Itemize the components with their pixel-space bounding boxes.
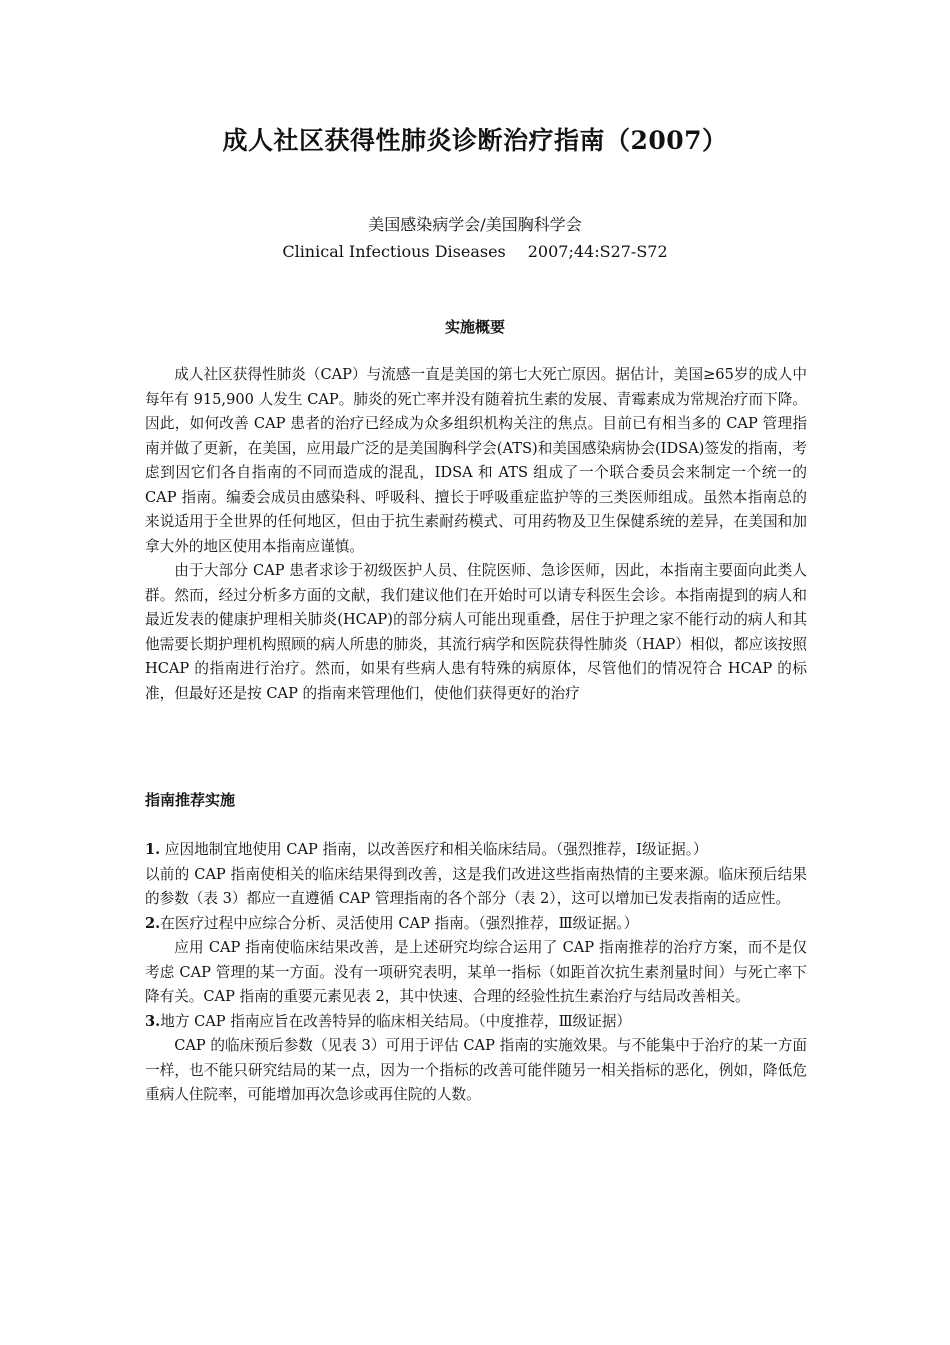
recommendation-number: 1.	[145, 841, 161, 858]
overview-paragraph: 成人社区获得性肺炎（CAP）与流感一直是美国的第七大死亡原因。据估计，美国≥65岁的成人中每年有 915,900 人发生 CAP。肺炎的死亡率并没有随着抗生素的发展、青霉素成为常规治疗而下降。因此，如何改善 CAP 患者的治疗已经成为众多组织机构关注的焦点。目前已有相当多的 CAP 管理指南并做了更新，在美国，应用最广泛的是美国胸科学会(ATS)和美国感染病协会(IDSA)签发的指南，考虑到因它们各自指南的不同而造成的混乱，IDSA 和 ATS 组成了一个联合委员会来制定一个统一的 CAP 指南。编委会成员由感染科、呼吸科、擅长于呼吸重症监护等的三类医师组成。虽然本指南总的来说适用于全世界的任何地区，但由于抗生素耐药模式、可用药物及卫生保健系统的差异，在美国和加拿大外的地区使用本指南应谨慎。	[145, 366, 807, 555]
recommendation-heading	[145, 838, 807, 863]
recommendation-heading-text: 地方 CAP 指南应旨在改善特异的临床相关结局。（中度推荐，Ⅲ级证据）	[160, 1012, 632, 1030]
recommendation-heading	[145, 1010, 807, 1035]
citation-line	[0, 240, 950, 264]
recommendation-body: 以前的 CAP 指南使相关的临床结果得到改善，这是我们改进这些指南热情的主要来源。临床预后结果的参数（表 3）都应一直遵循 CAP 管理指南的各个部分（表 2），这可以增加已发表指南的适应性。	[145, 865, 807, 907]
overview-section-body	[145, 363, 807, 706]
recommendation-number: 3.	[145, 1012, 161, 1030]
recommendation-heading-text: 在医疗过程中应综合分析、灵活使用 CAP 指南。（强烈推荐，Ⅲ级证据。）	[160, 914, 639, 932]
recommendations-section-title: 指南推荐实施	[145, 791, 236, 809]
document-title: 成人社区获得性肺炎诊断治疗指南（2007）	[222, 126, 728, 155]
citation-journal: Clinical Infectious Diseases	[282, 242, 506, 261]
recommendation-body: 应用 CAP 指南使临床结果改善，是上述研究均综合运用了 CAP 指南推荐的治疗方案，而不是仅考虑 CAP 管理的某一方面。没有一项研究表明，某单一指标（如距首次抗生素剂量时间）与死亡率下降有关。CAP 指南的重要元素见表 2，其中快速、合理的经验性抗生素治疗与结局改善相关。	[145, 939, 807, 1005]
citation-reference: 2007;44:S27-S72	[527, 242, 668, 261]
overview-section-title: 实施概要	[444, 318, 505, 336]
recommendations-list	[145, 838, 807, 1108]
recommendation-heading-text: 应因地制宜地使用 CAP 指南，以改善医疗和相关临床结局。（强烈推荐，Ⅰ级证据。）	[160, 841, 708, 858]
recommendation-heading	[145, 912, 807, 937]
authoring-organizations: 美国感染病学会/美国胸科学会	[368, 215, 582, 234]
recommendation-body: CAP 的临床预后参数（见表 3）可用于评估 CAP 指南的实施效果。与不能集中于治疗的某一方面一样，也不能只研究结局的某一点，因为一个指标的改善可能伴随另一相关指标的恶化，例如，降低危重病人住院率，可能增加再次急诊或再住院的人数。	[145, 1037, 807, 1103]
recommendation-number: 2.	[145, 914, 161, 932]
overview-paragraph: 由于大部分 CAP 患者求诊于初级医护人员、住院医师、急诊医师，因此，本指南主要面向此类人群。然而，经过分析多方面的文献，我们建议他们在开始时可以请专科医生会诊。本指南提到的病人和最近发表的健康护理相关肺炎(HCAP)的部分病人可能出现重叠，居住于护理之家不能行动的病人和其他需要长期护理机构照顾的病人所患的肺炎，其流行病学和医院获得性肺炎（HAP）相似，都应该按照 HCAP 的指南进行治疗。然而，如果有些病人患有特殊的病原体，尽管他们的情况符合 HCAP 的标准，但最好还是按 CAP 的指南来管理他们，使他们获得更好的治疗	[145, 562, 807, 702]
